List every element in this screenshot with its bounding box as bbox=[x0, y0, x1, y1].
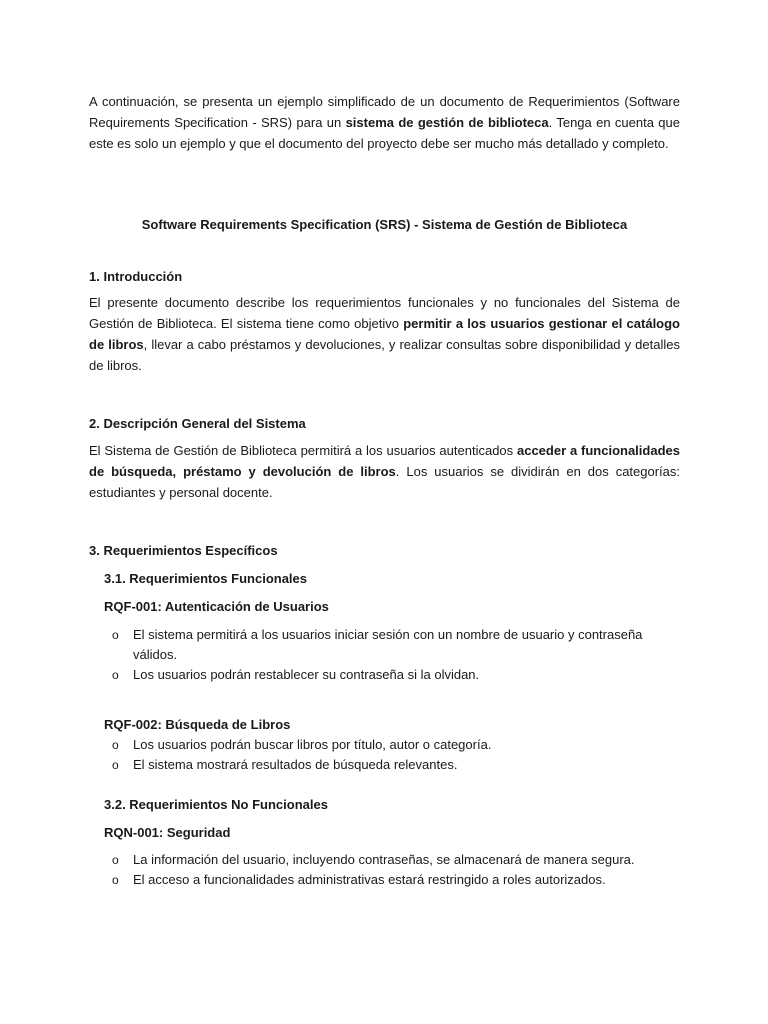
bullet-icon: o bbox=[112, 738, 119, 752]
section-1-text-1: El presente documento describe los requerimientos funcionales y no funcionales del Sistema de Gestión de Biblioteca. El sistema tiene como objetivo bbox=[89, 295, 680, 331]
bullet-icon: o bbox=[112, 758, 119, 772]
list-item bbox=[89, 755, 680, 775]
section-2-paragraph bbox=[89, 440, 680, 503]
list-item bbox=[89, 735, 680, 755]
section-3-1-heading: 3.1. Requerimientos Funcionales bbox=[104, 571, 307, 586]
list-item-text: La información del usuario, incluyendo contraseñas, se almacenará de manera segura. bbox=[133, 852, 635, 867]
list-item bbox=[89, 625, 680, 665]
intro-text-1: A continuación, se presenta un ejemplo simplificado de un documento de Requerimientos (Software Requirements Specification - SRS) para un bbox=[89, 94, 680, 130]
document-title: Software Requirements Specification (SRS) - Sistema de Gestión de Biblioteca bbox=[141, 217, 628, 232]
section-1-heading: 1. Introducción bbox=[89, 269, 183, 284]
rqf-001-title: RQF-001: Autenticación de Usuarios bbox=[104, 599, 329, 614]
intro-text-2: . Tenga en cuenta que este es solo un ejemplo y que el documento del proyecto debe ser mucho más detallado y completo. bbox=[89, 115, 680, 151]
section-2-text-1: El Sistema de Gestión de Biblioteca permitirá a los usuarios autenticados bbox=[89, 443, 517, 458]
rqf-001-list bbox=[89, 625, 680, 685]
section-3-2-heading: 3.2. Requerimientos No Funcionales bbox=[104, 797, 328, 812]
list-item bbox=[89, 850, 680, 870]
rqn-001-list bbox=[89, 850, 680, 890]
section-1-text-2: , llevar a cabo préstamos y devoluciones, y realizar consultas sobre disponibilidad y detalles de libros. bbox=[89, 337, 680, 373]
section-1-bold: permitir a los usuarios gestionar el catálogo de libros bbox=[89, 316, 680, 352]
list-item-text: Los usuarios podrán buscar libros por título, autor o categoría. bbox=[133, 737, 492, 752]
rqf-002-list bbox=[89, 735, 680, 775]
list-item bbox=[89, 665, 680, 685]
section-3-heading: 3. Requerimientos Específicos bbox=[89, 543, 278, 558]
rqf-002-title: RQF-002: Búsqueda de Libros bbox=[104, 717, 291, 732]
section-2-heading: 2. Descripción General del Sistema bbox=[89, 416, 306, 431]
section-2-text-2: . Los usuarios se dividirán en dos categorías: estudiantes y personal docente. bbox=[89, 464, 681, 500]
section-2-bold: acceder a funcionalidades de búsqueda, préstamo y devolución de libros bbox=[89, 443, 680, 479]
section-1-paragraph bbox=[89, 292, 680, 376]
list-item-text: El acceso a funcionalidades administrativas estará restringido a roles autorizados. bbox=[133, 872, 606, 887]
list-item-text: El sistema permitirá a los usuarios iniciar sesión con un nombre de usuario y contraseña válidos. bbox=[133, 627, 643, 662]
intro-paragraph bbox=[89, 91, 680, 154]
list-item bbox=[89, 870, 680, 890]
bullet-icon: o bbox=[112, 853, 119, 867]
intro-bold: sistema de gestión de biblioteca bbox=[345, 115, 549, 130]
rqn-001-title: RQN-001: Seguridad bbox=[104, 825, 231, 840]
bullet-icon: o bbox=[112, 668, 119, 682]
bullet-icon: o bbox=[112, 628, 119, 642]
list-item-text: Los usuarios podrán restablecer su contraseña si la olvidan. bbox=[133, 667, 480, 682]
list-item-text: El sistema mostrará resultados de búsqueda relevantes. bbox=[133, 757, 458, 772]
bullet-icon: o bbox=[112, 873, 119, 887]
